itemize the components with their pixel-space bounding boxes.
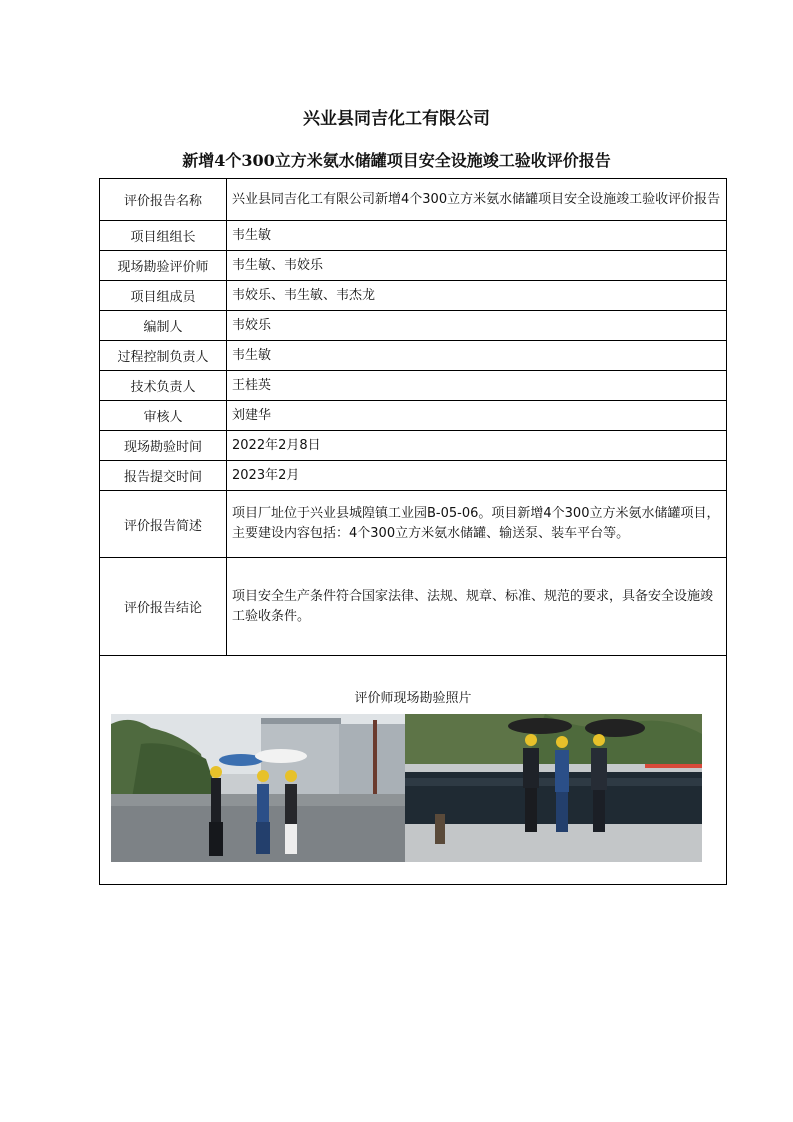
table-row (100, 341, 727, 371)
team-leader-label: 项目组组长 (100, 221, 227, 251)
reviewer-value: 刘建华 (227, 401, 727, 431)
photo-cell (100, 656, 727, 885)
team-leader-value: 韦生敏 (227, 221, 727, 251)
process-control-label: 过程控制负责人 (100, 341, 227, 371)
table-row (100, 558, 727, 656)
table-row (100, 371, 727, 401)
table-row (100, 431, 727, 461)
submission-date-label: 报告提交时间 (100, 461, 227, 491)
table-row (100, 251, 727, 281)
team-members-label: 项目组成员 (100, 281, 227, 311)
table-row (100, 656, 727, 885)
conclusion-value: 项目安全生产条件符合国家法律、法规、规章、标准、规范的要求，具备安全设施竣工验收条件。 (227, 558, 727, 656)
report-name-value: 兴业县同吉化工有限公司新增4个300立方米氨水储罐项目安全设施竣工验收评价报告 (227, 179, 727, 221)
site-visit-date-label: 现场勘验时间 (100, 431, 227, 461)
report-title: 新增4个300立方米氨水储罐项目安全设施竣工验收评价报告 (182, 151, 611, 170)
summary-value: 项目厂址位于兴业县城隍镇工业园B-05-06。项目新增4个300立方米氨水储罐项目，主要建设内容包括：4个300立方米氨水储罐、输送泵、装车平台等。 (227, 491, 727, 558)
photos-title: 评价师现场勘验照片 (354, 690, 472, 706)
reviewer-label: 审核人 (100, 401, 227, 431)
company-title: 兴业县同吉化工有限公司 (303, 109, 490, 129)
site-photo-pool (405, 714, 702, 862)
technical-lead-value: 王桂英 (227, 371, 727, 401)
table-row (100, 401, 727, 431)
table-row (100, 221, 727, 251)
technical-lead-label: 技术负责人 (100, 371, 227, 401)
process-control-value: 韦生敏 (227, 341, 727, 371)
site-photo-tanks (111, 714, 405, 862)
site-visit-date-value: 2022年2月8日 (227, 431, 727, 461)
site-assessor-value: 韦生敏、韦姣乐 (227, 251, 727, 281)
table-row (100, 311, 727, 341)
table-row (100, 281, 727, 311)
table-row (100, 461, 727, 491)
report-info-table (99, 178, 727, 885)
conclusion-label: 评价报告结论 (100, 558, 227, 656)
site-assessor-label: 现场勘验评价师 (100, 251, 227, 281)
author-value: 韦姣乐 (227, 311, 727, 341)
photo-row (105, 714, 721, 864)
author-label: 编制人 (100, 311, 227, 341)
team-members-value: 韦姣乐、韦生敏、韦杰龙 (227, 281, 727, 311)
summary-label: 评价报告简述 (100, 491, 227, 558)
table-row (100, 491, 727, 558)
table-row (100, 179, 727, 221)
submission-date-value: 2023年2月 (227, 461, 727, 491)
report-name-label: 评价报告名称 (100, 179, 227, 221)
